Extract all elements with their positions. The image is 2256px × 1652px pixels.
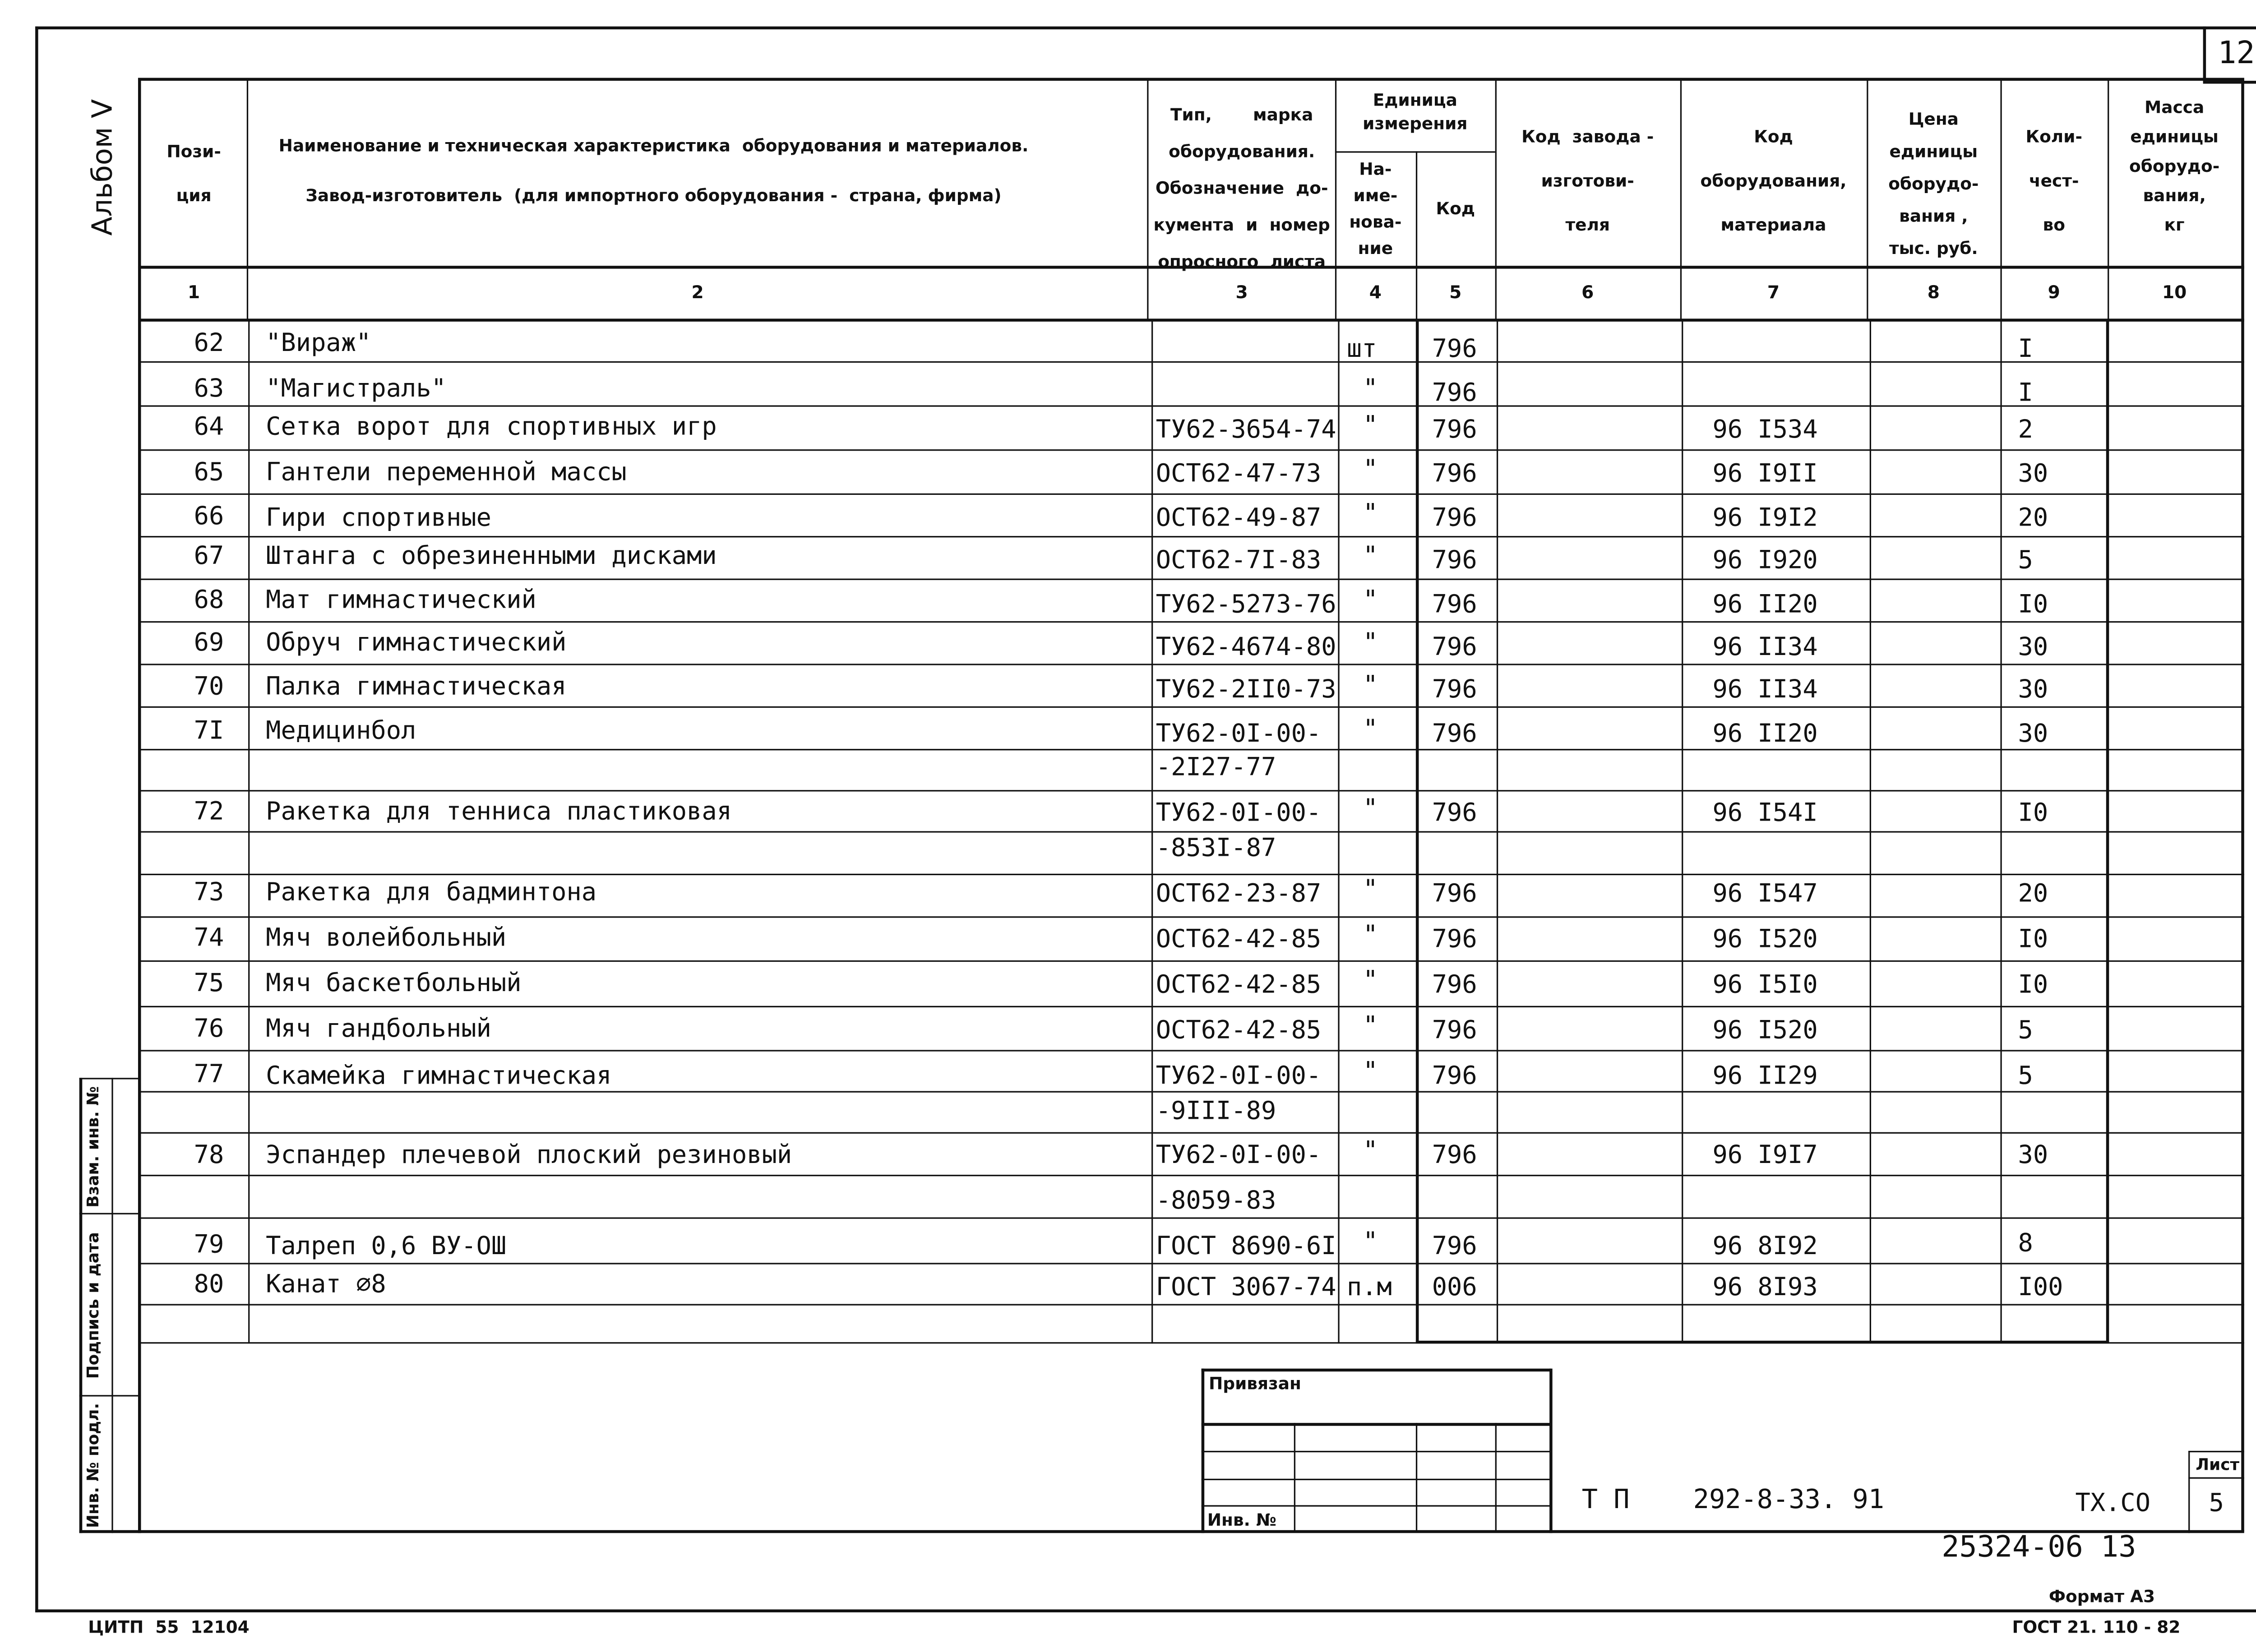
row-80-unit: п.м <box>1346 1273 1392 1303</box>
row-73-quantity: 20 <box>2018 879 2048 909</box>
row-80-quantity: I00 <box>2018 1273 2063 1303</box>
row-67-unit-code: 796 <box>1432 546 1477 576</box>
row-80-position: 80 <box>194 1270 224 1300</box>
row-63-name: "Магистраль" <box>266 374 446 404</box>
row-78-unit: " <box>1363 1136 1378 1166</box>
row-74-document: ОСТ62-42-85 <box>1156 925 1322 955</box>
header-name: Наименование и техническая характеристика оборудования и материалов. Завод-изготовитель (для импортного оборудования - страна, фирма) <box>278 135 1029 206</box>
row-76-equipment-code: 96 I520 <box>1712 1016 1818 1046</box>
row-68-position: 68 <box>194 586 224 615</box>
row-71-unit: " <box>1363 715 1378 745</box>
header-position: Пози- ция <box>166 141 221 206</box>
row-75-unit-code: 796 <box>1432 970 1477 1000</box>
row-64-equipment-code: 96 I534 <box>1712 415 1818 445</box>
row-73-equipment-code: 96 I547 <box>1712 879 1818 909</box>
row-63-position: 63 <box>194 374 224 404</box>
row-69-name: Обруч гимнастический <box>266 628 567 658</box>
row-73-position: 73 <box>194 878 224 908</box>
row-67-document: ОСТ62-7I-83 <box>1156 546 1322 576</box>
row-79-name: Талреп 0,6 ВУ-ОШ <box>266 1232 507 1262</box>
sheet-number: 12 <box>2218 35 2255 71</box>
row-74-quantity: I0 <box>2018 925 2048 955</box>
row-78-unit-code: 796 <box>1432 1141 1477 1171</box>
header-plant-code: Код завода - изготови- теля <box>1521 126 1654 235</box>
row-74-equipment-code: 96 I520 <box>1712 925 1818 955</box>
header-mass: Масса единицы оборудо- вания, кг <box>2129 97 2220 235</box>
row-75-unit: " <box>1363 966 1378 996</box>
privyazan-label: Привязан <box>1208 1373 1301 1394</box>
row-67-name: Штанга с обрезиненными дисками <box>266 542 717 572</box>
row-74-position: 74 <box>194 923 224 953</box>
row-76-position: 76 <box>194 1015 224 1044</box>
row-79-unit: " <box>1363 1227 1378 1257</box>
row-66-name: Гири спортивные <box>266 503 491 533</box>
row-79-document: ГОСТ 8690-6I <box>1156 1232 1336 1262</box>
row-65-unit: " <box>1363 455 1378 485</box>
row-68-equipment-code: 96 II20 <box>1712 590 1818 620</box>
row-69-quantity: 30 <box>2018 632 2048 663</box>
row-64-quantity: 2 <box>2018 415 2033 445</box>
row-62-position: 62 <box>194 329 224 359</box>
row-75-document: ОСТ62-42-85 <box>1156 970 1322 1000</box>
row-64-document: ТУ62-3654-74 <box>1156 415 1336 445</box>
col-number-10: 10 <box>2162 281 2187 303</box>
row-71-document: ТУ62-0I-00- <box>1156 719 1322 749</box>
row-76-name: Мяч гандбольный <box>266 1015 491 1044</box>
row-72-unit: " <box>1363 794 1378 824</box>
row-67-unit: " <box>1363 542 1378 572</box>
row-80-document: ГОСТ 3067-74 <box>1156 1273 1336 1303</box>
row-70-quantity: 30 <box>2018 675 2048 705</box>
archive-number: 25324-06 13 <box>1942 1528 2136 1564</box>
row-78-position: 78 <box>194 1141 224 1171</box>
row-72-document-cont: -853I-87 <box>1156 834 1276 863</box>
row-72-position: 72 <box>194 797 224 827</box>
row-70-position: 70 <box>194 672 224 702</box>
header-unit-name: На- име- нова- ние <box>1349 158 1402 258</box>
col-number-7: 7 <box>1767 281 1780 303</box>
col-number-8: 8 <box>1927 281 1940 303</box>
row-69-position: 69 <box>194 628 224 658</box>
row-65-quantity: 30 <box>2018 459 2048 489</box>
document-code: ТХ.СО <box>2075 1489 2151 1518</box>
header-quantity: Коли- чест- во <box>2025 126 2083 235</box>
row-71-equipment-code: 96 II20 <box>1712 719 1818 749</box>
row-75-quantity: I0 <box>2018 970 2048 1000</box>
row-70-unit-code: 796 <box>1432 675 1477 705</box>
row-69-unit: " <box>1363 628 1378 658</box>
gost-label: ГОСТ 21. 110 - 82 <box>2012 1616 2181 1638</box>
row-79-unit-code: 796 <box>1432 1232 1477 1262</box>
inv-label: Инв. № <box>1207 1509 1276 1530</box>
row-71-quantity: 30 <box>2018 719 2048 749</box>
row-69-document: ТУ62-4674-80 <box>1156 632 1336 663</box>
row-78-quantity: 30 <box>2018 1141 2048 1171</box>
row-77-position: 77 <box>194 1060 224 1090</box>
row-80-name: Канат ⌀8 <box>266 1270 386 1300</box>
row-76-quantity: 5 <box>2018 1016 2033 1046</box>
sheet-label: Лист <box>2196 1455 2240 1475</box>
row-66-position: 66 <box>194 502 224 532</box>
row-67-equipment-code: 96 I920 <box>1712 546 1818 576</box>
row-67-position: 67 <box>194 542 224 572</box>
row-78-document: ТУ62-0I-00- <box>1156 1141 1322 1171</box>
sheet-number-stamp: 5 <box>2209 1489 2224 1518</box>
row-72-quantity: I0 <box>2018 798 2048 828</box>
col-number-3: 3 <box>1235 281 1248 303</box>
row-75-name: Мяч баскетбольный <box>266 969 522 999</box>
row-76-unit-code: 796 <box>1432 1016 1477 1046</box>
row-71-name: Медицинбол <box>266 716 416 746</box>
header-type-doc: Тип, марка оборудования. Обозначение до- кумента и номер опросного листа <box>1153 104 1330 272</box>
row-64-unit: " <box>1363 411 1378 441</box>
row-62-unit: шт <box>1346 335 1377 365</box>
row-77-unit-code: 796 <box>1432 1061 1477 1091</box>
row-64-name: Сетка ворот для спортивных игр <box>266 412 717 442</box>
col-number-6: 6 <box>1581 281 1594 303</box>
row-65-document: ОСТ62-47-73 <box>1156 459 1322 489</box>
row-79-position: 79 <box>194 1230 224 1260</box>
row-77-document-cont: -9III-89 <box>1156 1097 1276 1126</box>
row-79-equipment-code: 96 8I92 <box>1712 1232 1818 1262</box>
row-63-unit: " <box>1363 374 1378 404</box>
row-73-name: Ракетка для бадминтона <box>266 878 597 908</box>
col-number-1: 1 <box>188 281 200 303</box>
row-68-quantity: I0 <box>2018 590 2048 620</box>
row-77-equipment-code: 96 II29 <box>1712 1061 1818 1091</box>
col-number-4: 4 <box>1369 281 1382 303</box>
row-72-name: Ракетка для тенниса пластиковая <box>266 797 732 827</box>
row-70-unit: " <box>1363 671 1378 701</box>
row-64-unit-code: 796 <box>1432 415 1477 445</box>
row-76-document: ОСТ62-42-85 <box>1156 1016 1322 1046</box>
header-price: Цена единицы оборудо- вания , тыс. руб. <box>1888 108 1979 258</box>
row-63-quantity: I <box>2018 378 2033 408</box>
row-75-equipment-code: 96 I5I0 <box>1712 970 1818 1000</box>
row-72-equipment-code: 96 I54I <box>1712 798 1818 828</box>
row-68-unit: " <box>1363 586 1378 615</box>
row-68-name: Мат гимнастический <box>266 586 536 615</box>
header-equipment-code: Код оборудования, материала <box>1700 126 1847 235</box>
row-70-name: Палка гимнастическая <box>266 672 567 702</box>
row-70-equipment-code: 96 II34 <box>1712 675 1818 705</box>
row-65-equipment-code: 96 I9II <box>1712 459 1818 489</box>
row-76-unit: " <box>1363 1011 1378 1041</box>
row-72-document: ТУ62-0I-00- <box>1156 798 1322 828</box>
row-66-unit-code: 796 <box>1432 503 1477 533</box>
side-label-signature-date: Подпись и дата <box>83 1232 103 1379</box>
header-unit-code: Код <box>1436 198 1475 219</box>
row-71-unit-code: 796 <box>1432 719 1477 749</box>
row-77-quantity: 5 <box>2018 1061 2033 1091</box>
row-80-equipment-code: 96 8I93 <box>1712 1273 1818 1303</box>
row-62-unit-code: 796 <box>1432 335 1477 365</box>
row-68-unit-code: 796 <box>1432 590 1477 620</box>
header-unit: Единица измерения <box>1363 89 1468 134</box>
row-65-position: 65 <box>194 458 224 488</box>
col-number-5: 5 <box>1449 281 1462 303</box>
row-75-position: 75 <box>194 969 224 999</box>
row-77-unit: " <box>1363 1057 1378 1087</box>
row-66-document: ОСТ62-49-87 <box>1156 503 1322 533</box>
print-mark: ЦИТП 55 12104 <box>88 1616 250 1638</box>
row-72-unit-code: 796 <box>1432 798 1477 828</box>
row-64-position: 64 <box>194 412 224 442</box>
project-number: Т П 292-8-33. 91 <box>1581 1484 1884 1516</box>
row-71-position: 7I <box>194 716 224 746</box>
row-65-unit-code: 796 <box>1432 459 1477 489</box>
row-80-unit-code: 006 <box>1432 1273 1477 1303</box>
row-71-document-cont: -2I27-77 <box>1156 753 1276 783</box>
col-number-9: 9 <box>2048 281 2060 303</box>
album-label: Альбом V <box>87 99 119 236</box>
row-73-unit-code: 796 <box>1432 879 1477 909</box>
side-label-original-inv: Инв. № подл. <box>83 1403 103 1528</box>
row-66-quantity: 20 <box>2018 503 2048 533</box>
row-73-document: ОСТ62-23-87 <box>1156 879 1322 909</box>
row-65-name: Гантели переменной массы <box>266 458 627 488</box>
row-77-name: Скамейка гимнастическая <box>266 1061 612 1091</box>
row-67-quantity: 5 <box>2018 546 2033 576</box>
format-label: Формат А3 <box>2048 1586 2155 1607</box>
row-62-name: "Вираж" <box>266 329 371 359</box>
row-78-equipment-code: 96 I9I7 <box>1712 1141 1818 1171</box>
row-66-equipment-code: 96 I9I2 <box>1712 503 1818 533</box>
row-77-document: ТУ62-0I-00- <box>1156 1061 1322 1091</box>
row-74-unit: " <box>1363 920 1378 951</box>
row-78-document-cont: -8059-83 <box>1156 1186 1276 1216</box>
row-68-document: ТУ62-5273-76 <box>1156 590 1336 620</box>
row-66-unit: " <box>1363 499 1378 529</box>
row-63-unit-code: 796 <box>1432 378 1477 408</box>
row-69-unit-code: 796 <box>1432 632 1477 663</box>
row-62-quantity: I <box>2018 335 2033 365</box>
row-78-name: Эспандер плечевой плоский резиновый <box>266 1141 792 1171</box>
row-74-name: Мяч волейбольный <box>266 923 507 953</box>
row-70-document: ТУ62-2II0-73 <box>1156 675 1336 705</box>
col-number-2: 2 <box>691 281 704 303</box>
row-74-unit-code: 796 <box>1432 925 1477 955</box>
side-label-replaced-inv: Взам. инв. № <box>83 1086 103 1208</box>
row-69-equipment-code: 96 II34 <box>1712 632 1818 663</box>
row-79-quantity: 8 <box>2018 1229 2033 1259</box>
row-73-unit: " <box>1363 875 1378 905</box>
